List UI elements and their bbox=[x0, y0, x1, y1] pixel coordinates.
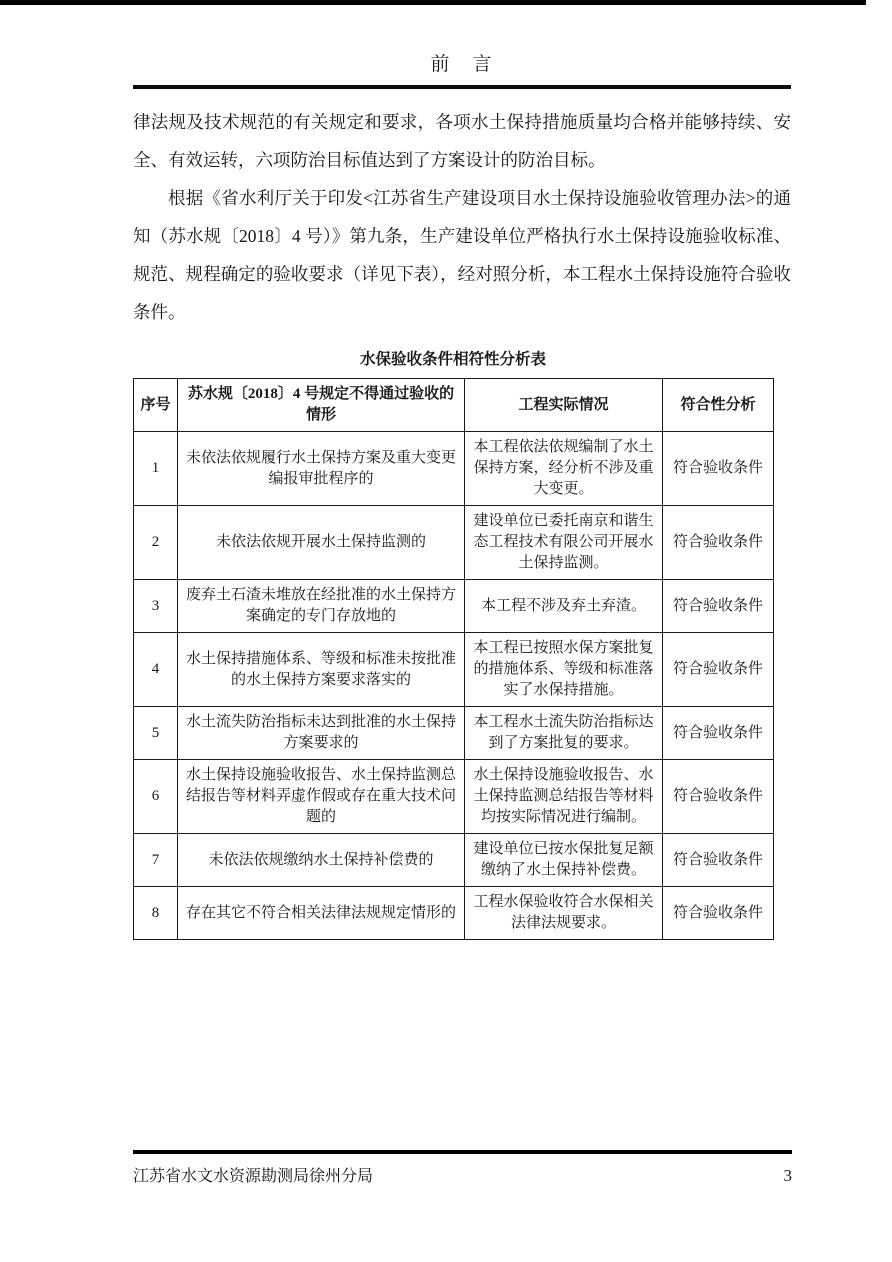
cell-analysis: 符合验收条件 bbox=[663, 580, 774, 633]
cell-actual: 本工程依法依规编制了水土保持方案，经分析不涉及重大变更。 bbox=[465, 432, 663, 506]
cell-condition: 存在其它不符合相关法律法规规定情形的 bbox=[178, 887, 465, 940]
header-double-rule bbox=[133, 85, 791, 89]
cell-actual: 工程水保验收符合水保相关法律法规要求。 bbox=[465, 887, 663, 940]
page-number: 3 bbox=[783, 1166, 792, 1185]
cell-analysis: 符合验收条件 bbox=[663, 633, 774, 707]
cell-condition: 未依法依规履行水土保持方案及重大变更编报审批程序的 bbox=[178, 432, 465, 506]
table-header-row bbox=[134, 379, 774, 432]
page-content bbox=[133, 52, 791, 940]
column-header-analysis: 符合性分析 bbox=[663, 379, 774, 432]
table-row bbox=[134, 432, 774, 506]
cell-no: 1 bbox=[134, 432, 178, 506]
table-row bbox=[134, 887, 774, 940]
cell-no: 4 bbox=[134, 633, 178, 707]
column-header-actual: 工程实际情况 bbox=[465, 379, 663, 432]
cell-condition: 水土流失防治指标未达到批准的水土保持方案要求的 bbox=[178, 707, 465, 760]
cell-analysis: 符合验收条件 bbox=[663, 432, 774, 506]
cell-analysis: 符合验收条件 bbox=[663, 506, 774, 580]
cell-analysis: 符合验收条件 bbox=[663, 760, 774, 834]
cell-no: 2 bbox=[134, 506, 178, 580]
table-row bbox=[134, 834, 774, 887]
cell-actual: 本工程不涉及弃土弃渣。 bbox=[465, 580, 663, 633]
cell-no: 8 bbox=[134, 887, 178, 940]
column-header-no: 序号 bbox=[134, 379, 178, 432]
footer-organization: 江苏省水文水资源勘测局徐州分局 bbox=[133, 1168, 374, 1185]
footer-double-rule bbox=[133, 1150, 792, 1154]
page-title: 前 言 bbox=[430, 54, 494, 75]
cell-condition: 水土保持措施体系、等级和标准未按批准的水土保持方案要求落实的 bbox=[178, 633, 465, 707]
table-row bbox=[134, 760, 774, 834]
cell-actual: 建设单位已委托南京和谐生态工程技术有限公司开展水土保持监测。 bbox=[465, 506, 663, 580]
cell-analysis: 符合验收条件 bbox=[663, 834, 774, 887]
cell-no: 7 bbox=[134, 834, 178, 887]
scan-artifact-top-bar bbox=[0, 0, 866, 5]
compliance-analysis-table bbox=[133, 378, 774, 940]
table-row bbox=[134, 506, 774, 580]
cell-actual: 建设单位已按水保批复足额缴纳了水土保持补偿费。 bbox=[465, 834, 663, 887]
table-row bbox=[134, 633, 774, 707]
table-row bbox=[134, 580, 774, 633]
cell-no: 6 bbox=[134, 760, 178, 834]
table-title: 水保验收条件相符性分析表 bbox=[359, 351, 546, 368]
table-row bbox=[134, 707, 774, 760]
cell-no: 5 bbox=[134, 707, 178, 760]
cell-analysis: 符合验收条件 bbox=[663, 707, 774, 760]
body-paragraph: 律法规及技术规范的有关规定和要求，各项水土保持措施质量均合格并能够持续、安全、有效运转，六项防治目标值达到了方案设计的防治目标。 bbox=[133, 112, 791, 170]
cell-no: 3 bbox=[134, 580, 178, 633]
cell-condition: 废弃土石渣未堆放在经批准的水土保持方案确定的专门存放地的 bbox=[178, 580, 465, 633]
cell-actual: 水土保持设施验收报告、水土保持监测总结报告等材料均按实际情况进行编制。 bbox=[465, 760, 663, 834]
cell-actual: 本工程水土流失防治指标达到了方案批复的要求。 bbox=[465, 707, 663, 760]
column-header-condition: 苏水规〔2018〕4 号规定不得通过验收的情形 bbox=[178, 379, 465, 432]
cell-condition: 未依法依规开展水土保持监测的 bbox=[178, 506, 465, 580]
body-paragraph: 根据《省水利厅关于印发<江苏省生产建设项目水土保持设施验收管理办法>的通知（苏水规〔2018〕4 号）》第九条，生产建设单位严格执行水土保持设施验收标准、规范、规程确定的验收要求（详见下表），经对照分析，本工程水土保持设施符合验收条件。 bbox=[133, 188, 791, 322]
cell-condition: 未依法依规缴纳水土保持补偿费的 bbox=[178, 834, 465, 887]
cell-condition: 水土保持设施验收报告、水土保持监测总结报告等材料弄虚作假或存在重大技术问题的 bbox=[178, 760, 465, 834]
page-footer bbox=[133, 1150, 792, 1186]
cell-analysis: 符合验收条件 bbox=[663, 887, 774, 940]
cell-actual: 本工程已按照水保方案批复的措施体系、等级和标准落实了水保持措施。 bbox=[465, 633, 663, 707]
